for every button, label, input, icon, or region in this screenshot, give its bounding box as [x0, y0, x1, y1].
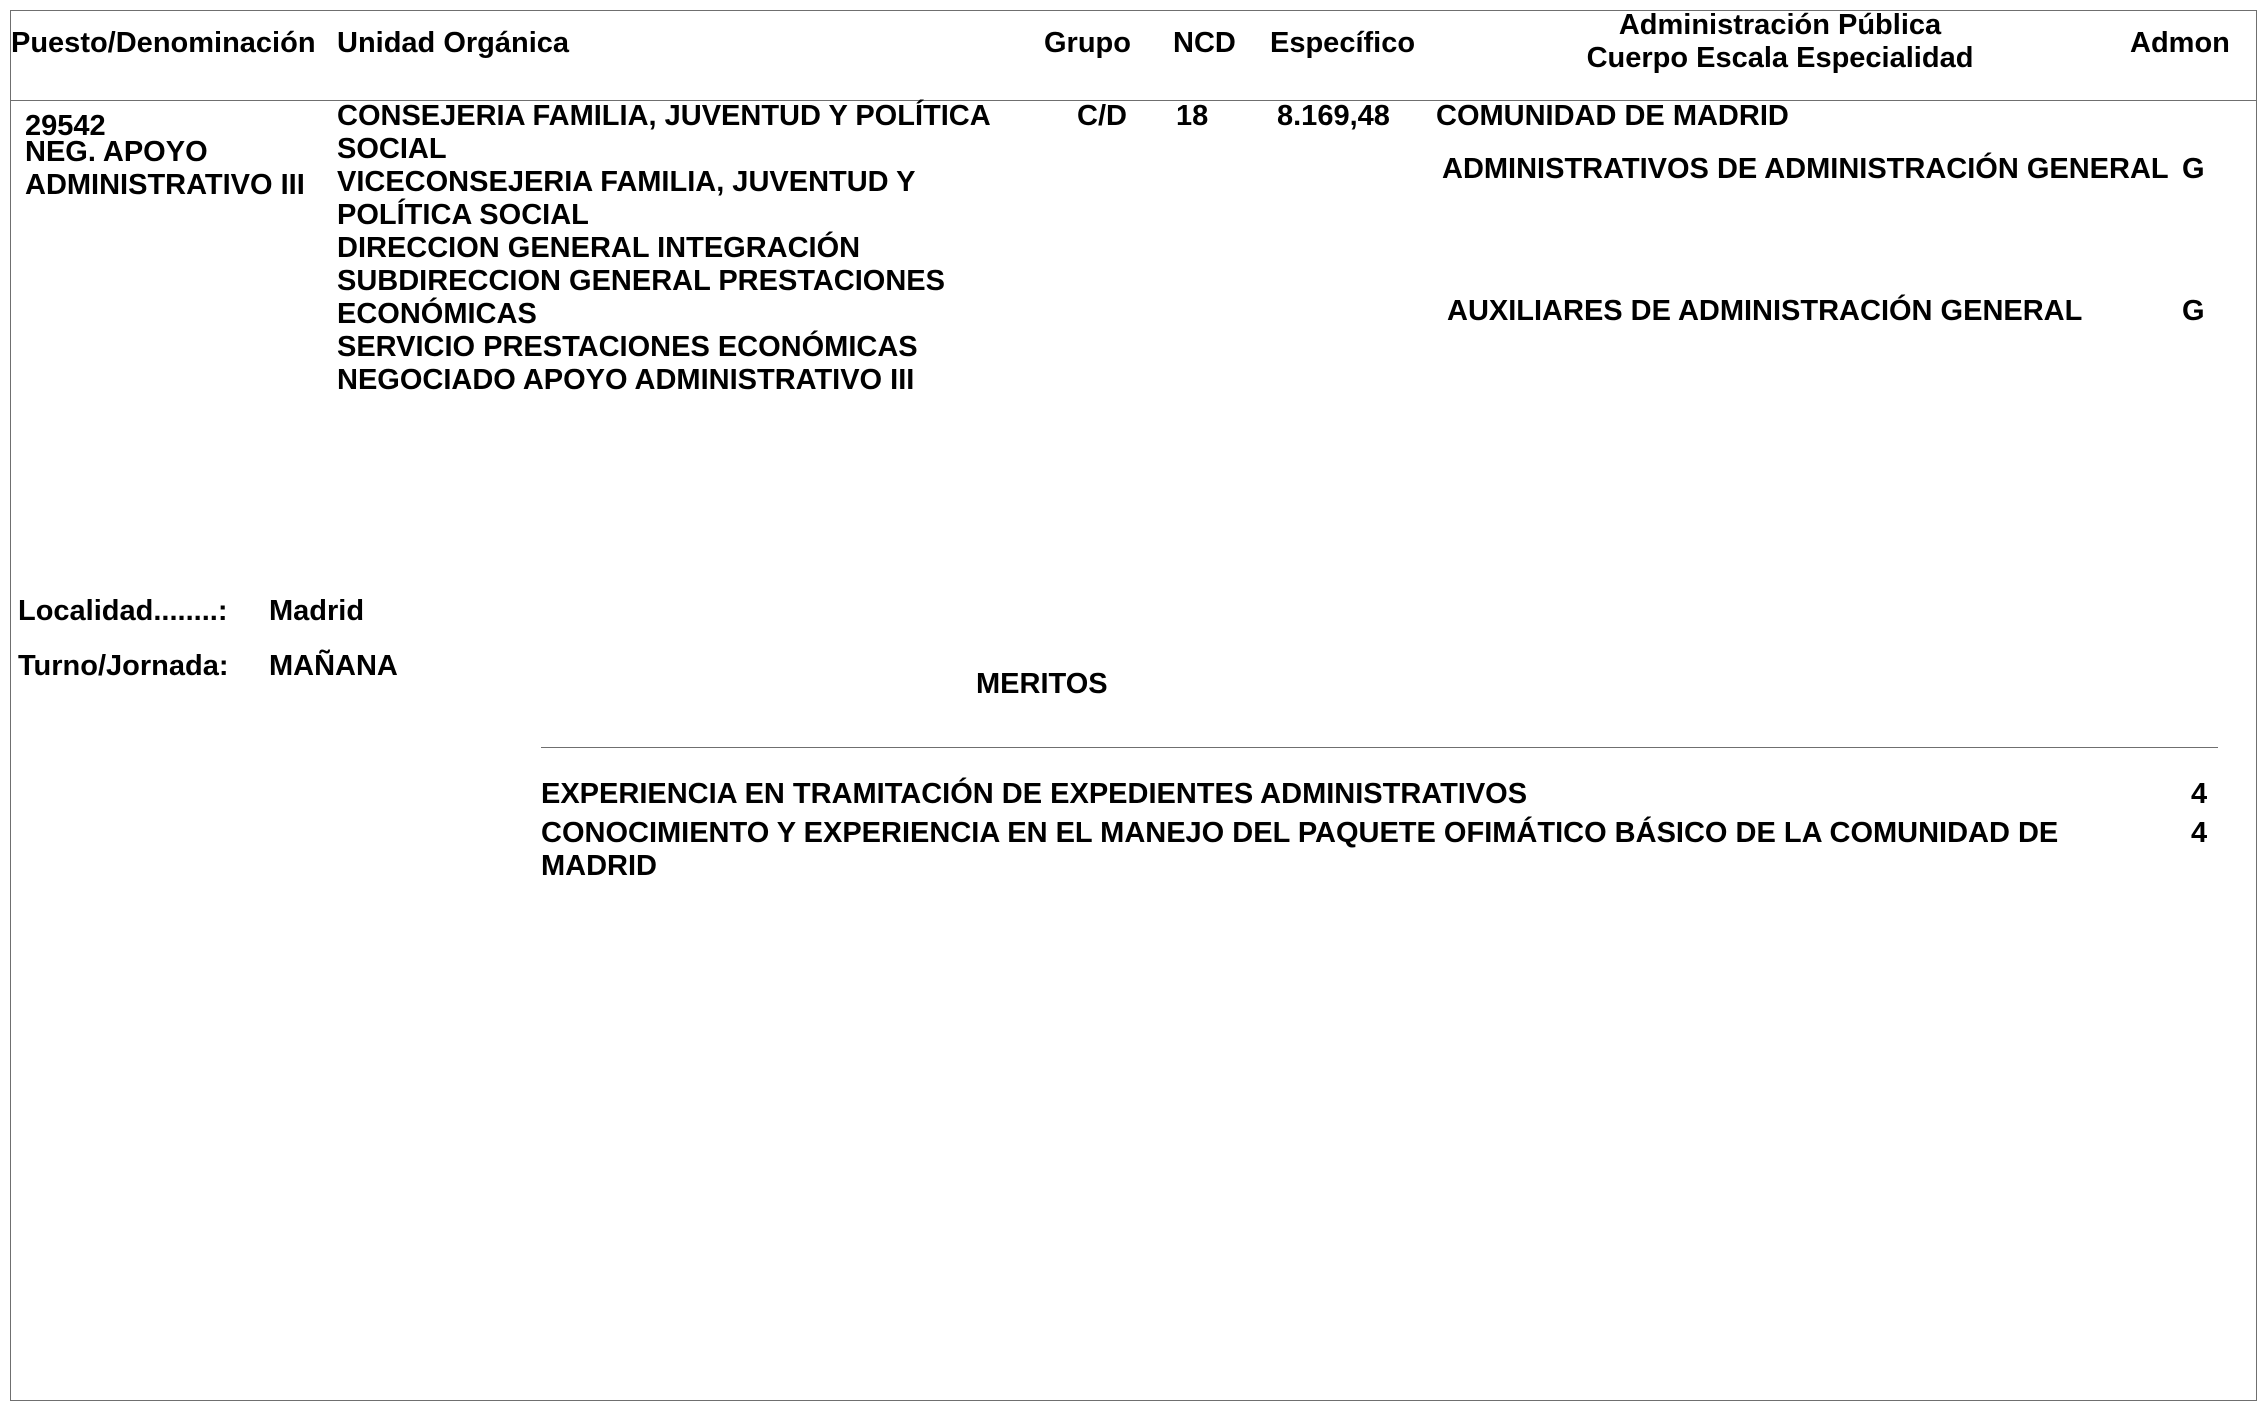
unidad-organica: [337, 100, 991, 397]
merito-text-line: MADRID: [541, 850, 657, 882]
turno-value: MAÑANA: [269, 650, 398, 682]
especifico-value: 8.169,48: [1277, 100, 1390, 132]
merito-puntos: 4: [2191, 817, 2208, 849]
meritos-divider: [541, 747, 2218, 748]
cuerpo-nombre: AUXILIARES DE ADMINISTRACIÓN GENERAL: [1447, 295, 2083, 327]
header-admin-publica: Administración Pública: [1618, 9, 1942, 41]
header-grupo: Grupo: [1044, 27, 1131, 59]
puesto-codigo: 29542: [25, 110, 106, 142]
cuerpo-admon: G: [2182, 295, 2205, 327]
cuerpo-nombre: ADMINISTRATIVOS DE ADMINISTRACIÓN GENERAL: [1442, 153, 2169, 185]
merito-text-line: CONOCIMIENTO Y EXPERIENCIA EN EL MANEJO DEL PAQUETE OFIMÁTICO BÁSICO DE LA COMUNIDAD DE: [541, 817, 2059, 849]
localidad-label: Localidad........:: [18, 595, 228, 627]
localidad-value: Madrid: [269, 595, 365, 627]
unidad-line: ECONÓMICAS: [337, 298, 537, 330]
merito-puntos: 4: [2191, 778, 2208, 810]
administracion-value: COMUNIDAD DE MADRID: [1436, 100, 1789, 132]
ncd-value: 18: [1176, 100, 1209, 132]
unidad-line: SERVICIO PRESTACIONES ECONÓMICAS: [337, 331, 918, 363]
unidad-line: NEGOCIADO APOYO ADMINISTRATIVO III: [337, 364, 915, 396]
unidad-line: POLÍTICA SOCIAL: [337, 199, 589, 231]
unidad-line: CONSEJERIA FAMILIA, JUVENTUD Y POLÍTICA: [337, 100, 991, 132]
merito-text: [541, 817, 2058, 883]
puesto-denominacion-line: NEG. APOYO: [25, 136, 208, 168]
header-ncd: NCD: [1173, 27, 1236, 59]
meritos-title: MERITOS: [976, 668, 1108, 700]
merito-text: EXPERIENCIA EN TRAMITACIÓN DE EXPEDIENTES ADMINISTRATIVOS: [541, 778, 1528, 810]
header-especifico: Específico: [1270, 27, 1416, 59]
header-cuerpo-escala: Cuerpo Escala Especialidad: [1586, 42, 1974, 74]
unidad-line: SOCIAL: [337, 133, 447, 165]
puesto-denominacion-line: ADMINISTRATIVO III: [25, 169, 305, 201]
unidad-line: VICECONSEJERIA FAMILIA, JUVENTUD Y: [337, 166, 916, 198]
unidad-line: DIRECCION GENERAL INTEGRACIÓN: [337, 232, 861, 264]
cuerpo-admon: G: [2182, 153, 2205, 185]
header-puesto: Puesto/Denominación: [11, 27, 316, 59]
unidad-line: SUBDIRECCION GENERAL PRESTACIONES: [337, 265, 945, 297]
turno-label: Turno/Jornada:: [18, 650, 229, 682]
header-admon: Admon: [2130, 27, 2230, 59]
header-unidad: Unidad Orgánica: [337, 27, 570, 59]
puesto-denominacion: [25, 136, 305, 202]
grupo-value: C/D: [1077, 100, 1127, 132]
